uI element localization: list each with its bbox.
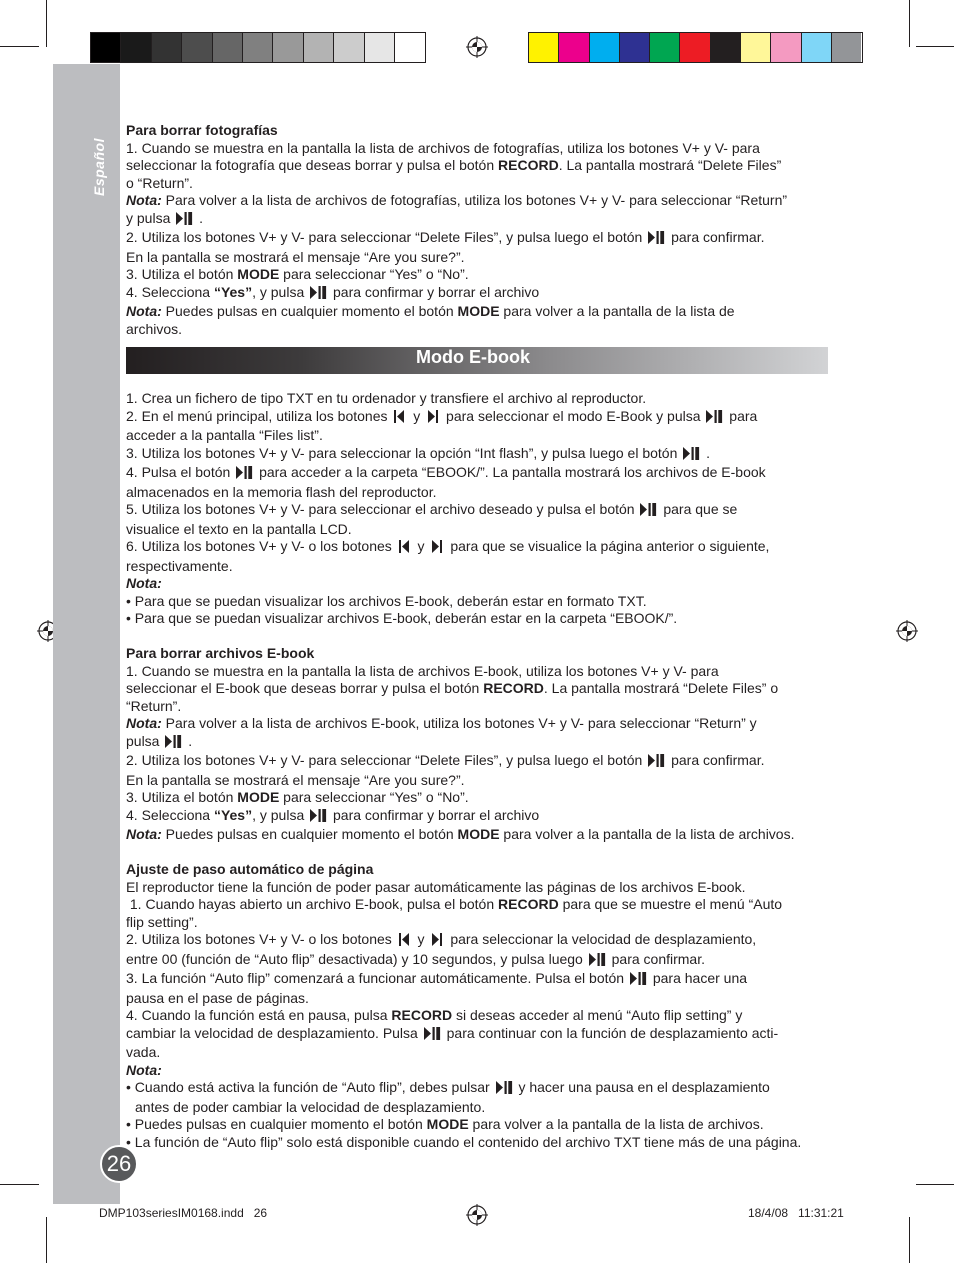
next-icon <box>426 410 440 428</box>
paragraph: acceder a la pantalla “Files list”. <box>126 427 323 443</box>
color-swatch <box>304 33 334 62</box>
color-swatch <box>365 33 395 62</box>
next-icon <box>430 933 444 951</box>
paragraph: almacenados en la memoria flash del reproductor. <box>126 483 437 500</box>
color-swatch <box>741 33 771 62</box>
prev-icon <box>393 410 407 428</box>
footer-date: 18/4/08 11:31:21 <box>748 1206 844 1220</box>
play-pause-icon <box>236 466 253 484</box>
play-pause-icon <box>589 953 606 971</box>
color-swatch <box>152 33 182 62</box>
paragraph: El reproductor tiene la función de poder pasar automáticamente las páginas de los archivos E-book. <box>126 878 746 895</box>
color-swatch <box>771 33 801 62</box>
color-swatch <box>273 33 303 62</box>
play-pause-icon <box>640 503 657 521</box>
note: y pulsa . <box>126 210 846 230</box>
paragraph: 3. La función “Auto flip” comenzará a funcionar automáticamente. Pulsa el botón para hacer una <box>126 970 846 990</box>
paragraph: 4. Cuando la función está en pausa, pulsa RECORD si deseas acceder al menú “Auto flip setting” y <box>126 1007 743 1023</box>
registration-mark-icon <box>896 620 918 642</box>
paragraph: 4. Selecciona “Yes”, y pulsa para confirmar y borrar el archivo <box>126 284 846 304</box>
crop-mark <box>0 1184 39 1185</box>
color-swatch <box>182 33 212 62</box>
color-swatch <box>121 33 151 62</box>
paragraph: visualice el texto en la pantalla LCD. <box>126 520 352 537</box>
language-label: Español <box>91 138 107 196</box>
paragraph: En la pantalla se mostrará el mensaje “Are you sure?”. <box>126 248 465 265</box>
section-heading: Para borrar fotografías <box>126 122 278 138</box>
paragraph: seleccionar el E-book que deseas borrar y pulsa el botón RECORD. La pantalla mostrará “Delete Files” o <box>126 680 779 696</box>
color-swatch <box>802 33 832 62</box>
paragraph: 3. Utiliza el botón MODE para seleccionar “Yes” o “No”. <box>126 266 469 282</box>
crop-mark <box>46 0 47 47</box>
paragraph: 2. En el menú principal, utiliza los botones y para seleccionar el modo E-Book y pulsa para <box>126 408 846 428</box>
paragraph: 6. Utiliza los botones V+ y V- o los botones y para que se visualice la página anterior o siguiente, <box>126 538 846 558</box>
paragraph: flip setting”. <box>126 913 198 930</box>
note: Nota: Para volver a la lista de archivos E-book, utiliza los botones V+ y V- para seleccionar “Return” y <box>126 715 757 731</box>
main-content <box>126 122 846 1151</box>
paragraph: 4. Pulsa el botón para acceder a la carpeta “EBOOK/”. La pantalla mostrará los archivos de E-book <box>126 464 846 484</box>
paragraph: 3. Utiliza los botones V+ y V- para seleccionar la opción “Int flash”, y pulsa luego el botón . <box>126 445 846 465</box>
note: pulsa . <box>126 733 846 753</box>
paragraph: o “Return”. <box>126 174 193 191</box>
bullet: • Para que se puedan visualizar archivos E-book, deberán estar en la carpeta “EBOOK/”. <box>126 610 678 626</box>
section-heading: Ajuste de paso automático de página <box>126 861 374 877</box>
paragraph: 1. Crea un fichero de tipo TXT en tu ordenador y transfiere el archivo al reproductor. <box>126 390 647 406</box>
note-label: Nota: <box>126 1061 162 1078</box>
crop-mark <box>909 1217 910 1263</box>
play-pause-icon <box>648 231 665 249</box>
section-heading: Para borrar archivos E-book <box>126 645 315 661</box>
note-label: Nota: <box>126 575 162 591</box>
color-swatch <box>243 33 273 62</box>
play-pause-icon <box>496 1081 513 1099</box>
language-sidebar <box>53 64 120 1204</box>
color-swatch <box>334 33 364 62</box>
bullet: antes de poder cambiar la velocidad de desplazamiento. <box>135 1098 486 1115</box>
paragraph: respectivamente. <box>126 557 233 574</box>
play-pause-icon <box>165 735 182 753</box>
color-swatch <box>680 33 710 62</box>
paragraph: 1. Cuando se muestra en la pantalla la lista de archivos de fotografías, utiliza los botones V+ y V- para <box>126 139 760 156</box>
crop-mark <box>916 46 954 47</box>
note: Nota: Para volver a la lista de archivos de fotografías, utiliza los botones V+ y V- para seleccionar “Return” <box>126 192 788 208</box>
play-pause-icon <box>176 212 193 230</box>
color-swatch <box>529 33 559 62</box>
color-swatch <box>832 33 861 62</box>
paragraph: 1. Cuando se muestra en la pantalla la lista de archivos E-book, utiliza los botones V+ y V- para <box>126 662 719 679</box>
bullet: • Cuando está activa la función de “Auto flip”, debes pulsar y hacer una pausa en el desplazamiento <box>126 1079 846 1099</box>
paragraph: 2. Utiliza los botones V+ y V- para seleccionar “Delete Files”, y pulsa luego el botón para confirmar. <box>126 752 846 772</box>
next-icon <box>430 540 444 558</box>
color-swatch <box>590 33 620 62</box>
play-pause-icon <box>648 754 665 772</box>
prev-icon <box>398 933 412 951</box>
play-pause-icon <box>424 1027 441 1045</box>
color-swatch <box>91 33 121 62</box>
crop-mark <box>909 0 910 47</box>
note: archivos. <box>126 320 183 337</box>
registration-mark-icon <box>466 1204 488 1226</box>
play-pause-icon <box>630 972 647 990</box>
color-swatch <box>213 33 243 62</box>
paragraph: “Return”. <box>126 697 182 714</box>
paragraph: 2. Utiliza los botones V+ y V- o los botones y para seleccionar la velocidad de desplazamiento, <box>126 931 846 951</box>
prev-icon <box>398 540 412 558</box>
play-pause-icon <box>310 809 327 827</box>
paragraph: 5. Utiliza los botones V+ y V- para seleccionar el archivo deseado y pulsa el botón para que se <box>126 501 846 521</box>
crop-mark <box>46 1217 47 1263</box>
color-swatch <box>711 33 741 62</box>
color-swatch <box>620 33 650 62</box>
crop-mark <box>0 46 39 47</box>
crop-mark <box>916 1184 954 1185</box>
footer-file: DMP103seriesIM0168.indd 26 <box>99 1206 268 1220</box>
paragraph: 4. Selecciona “Yes”, y pulsa para confirmar y borrar el archivo <box>126 807 846 827</box>
section-banner <box>126 347 828 374</box>
color-calibration-bar <box>528 32 863 63</box>
bullet: • Puedes pulsas en cualquier momento el botón MODE para volver a la pantalla de la lista de archivos. <box>126 1116 764 1132</box>
gray-calibration-bar <box>90 32 426 63</box>
play-pause-icon <box>683 447 700 465</box>
paragraph: En la pantalla se mostrará el mensaje “Are you sure?”. <box>126 771 465 788</box>
banner-title: Modo E-book <box>416 347 530 367</box>
page-number: 26 <box>100 1145 138 1183</box>
bullet: • Para que se puedan visualizar los archivos E-book, deberán estar en formato TXT. <box>126 592 647 609</box>
registration-mark-icon <box>466 36 488 58</box>
paragraph: entre 00 (función de “Auto flip” desactivada) y 10 segundos, y pulsa luego para confirmar. <box>126 951 846 971</box>
paragraph: pausa en el pase de páginas. <box>126 989 309 1006</box>
bullet: • La función de “Auto flip” solo está disponible cuando el contenido del archivo TXT tiene más de una página. <box>126 1133 802 1150</box>
color-swatch <box>559 33 589 62</box>
paragraph: 1. Cuando hayas abierto un archivo E-book, pulsa el botón RECORD para que se muestre el menú “Auto <box>126 896 783 912</box>
paragraph: vada. <box>126 1044 161 1060</box>
color-swatch <box>650 33 680 62</box>
play-pause-icon <box>706 410 723 428</box>
paragraph: seleccionar la fotografía que deseas borrar y pulsa el botón RECORD. La pantalla mostrará “Delete Files” <box>126 157 782 173</box>
note: Nota: Puedes pulsas en cualquier momento el botón MODE para volver a la pantalla de la lista de archivos. <box>126 826 795 842</box>
paragraph: 2. Utiliza los botones V+ y V- para seleccionar “Delete Files”, y pulsa luego el botón para confirmar. <box>126 229 846 249</box>
note: Nota: Puedes pulsas en cualquier momento el botón MODE para volver a la pantalla de la lista de <box>126 303 735 319</box>
paragraph: cambiar la velocidad de desplazamiento. Pulsa para continuar con la función de desplazamiento acti- <box>126 1025 846 1045</box>
play-pause-icon <box>310 286 327 304</box>
paragraph: 3. Utiliza el botón MODE para seleccionar “Yes” o “No”. <box>126 789 469 805</box>
color-swatch <box>395 33 424 62</box>
